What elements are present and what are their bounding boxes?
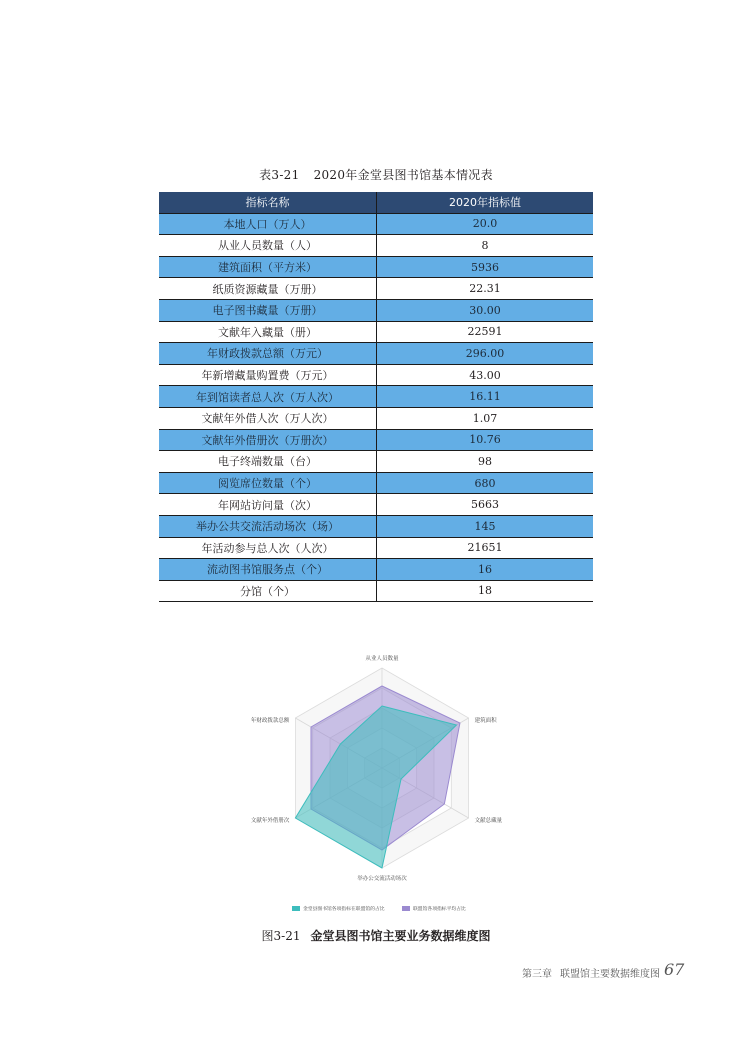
page-footer	[522, 965, 660, 980]
figure-number: 图3-21	[261, 929, 301, 943]
indicator-value-cell: 22591	[377, 321, 594, 343]
axis-label: 文献年外借册次	[250, 818, 290, 824]
legend-label: 联盟馆各项指标平均占比	[413, 907, 466, 912]
indicator-name-cell: 年到馆读者总人次（万人次）	[159, 386, 377, 408]
figure-caption-text: 金堂县图书馆主要业务数据维度图	[310, 929, 491, 943]
indicator-value-cell: 296.00	[377, 343, 594, 365]
indicator-value-cell: 10.76	[377, 429, 594, 451]
indicator-name-cell: 举办公共交流活动场次（场）	[159, 515, 377, 537]
axis-label: 文献总藏量	[474, 818, 503, 824]
indicator-name-cell: 年新增藏量购置费（万元）	[159, 364, 377, 386]
indicator-name-cell: 纸质资源藏量（万册）	[159, 278, 377, 300]
table-title	[0, 166, 752, 183]
indicator-value-cell: 22.31	[377, 278, 594, 300]
page-number: 67	[664, 960, 685, 979]
legend-swatch	[402, 906, 410, 911]
indicator-value-cell: 5936	[377, 256, 594, 278]
radar-chart	[220, 626, 532, 922]
indicator-name-cell: 电子图书藏量（万册）	[159, 299, 377, 321]
table-row	[159, 580, 593, 602]
indicator-value-cell: 20.0	[377, 213, 594, 235]
indicator-value-cell: 18	[377, 580, 594, 602]
table-row	[159, 256, 593, 278]
indicator-value-cell: 1.07	[377, 407, 594, 429]
axis-label: 从业人员数量	[365, 656, 399, 662]
indicator-name-cell: 年活动参与总人次（人次）	[159, 537, 377, 559]
table-row	[159, 537, 593, 559]
table-number: 表3-21	[259, 168, 300, 182]
axis-label: 年财政拨款总额	[250, 718, 290, 724]
indicator-table	[159, 192, 593, 602]
table-title-text: 2020年金堂县图书馆基本情况表	[313, 168, 493, 182]
indicator-name-cell: 年财政拨款总额（万元）	[159, 343, 377, 365]
indicator-value-cell: 98	[377, 451, 594, 473]
table-row	[159, 429, 593, 451]
table-row	[159, 515, 593, 537]
table-row	[159, 407, 593, 429]
indicator-name-cell: 年网站访问量（次）	[159, 494, 377, 516]
indicator-value-cell: 145	[377, 515, 594, 537]
table-row	[159, 494, 593, 516]
indicator-value-cell: 16.11	[377, 386, 594, 408]
table-row	[159, 451, 593, 473]
footer-chapter: 第三章	[522, 969, 552, 980]
table-row	[159, 343, 593, 365]
table-header-row	[159, 192, 593, 213]
indicator-name-cell: 阅览席位数量（个）	[159, 472, 377, 494]
legend-swatch	[292, 906, 300, 911]
indicator-name-cell: 分馆（个）	[159, 580, 377, 602]
indicator-name-cell: 从业人员数量（人）	[159, 235, 377, 257]
figure-caption	[0, 927, 752, 944]
indicator-name-cell: 流动图书馆服务点（个）	[159, 559, 377, 581]
indicator-value-cell: 43.00	[377, 364, 594, 386]
table-row	[159, 364, 593, 386]
table-row	[159, 278, 593, 300]
indicator-name-cell: 文献年外借人次（万人次）	[159, 407, 377, 429]
axis-label: 举办公交流活动场次	[357, 876, 407, 882]
header-indicator-name: 指标名称	[159, 192, 377, 213]
legend-label: 金堂县图书馆各项指标在联盟馆的占比	[303, 907, 385, 912]
table-row	[159, 321, 593, 343]
table-row	[159, 386, 593, 408]
indicator-name-cell: 建筑面积（平方米）	[159, 256, 377, 278]
table-row	[159, 559, 593, 581]
table-row	[159, 213, 593, 235]
table-row	[159, 235, 593, 257]
axis-label: 建筑面积	[474, 718, 497, 724]
table-row	[159, 299, 593, 321]
indicator-value-cell: 16	[377, 559, 594, 581]
indicator-value-cell: 21651	[377, 537, 594, 559]
indicator-value-cell: 680	[377, 472, 594, 494]
footer-title: 联盟馆主要数据维度图	[560, 969, 660, 980]
indicator-name-cell: 本地人口（万人）	[159, 213, 377, 235]
indicator-value-cell: 5663	[377, 494, 594, 516]
indicator-name-cell: 电子终端数量（台）	[159, 451, 377, 473]
indicator-value-cell: 8	[377, 235, 594, 257]
indicator-name-cell: 文献年外借册次（万册次）	[159, 429, 377, 451]
indicator-name-cell: 文献年入藏量（册）	[159, 321, 377, 343]
indicator-value-cell: 30.00	[377, 299, 594, 321]
header-indicator-value: 2020年指标值	[377, 192, 594, 213]
table-row	[159, 472, 593, 494]
